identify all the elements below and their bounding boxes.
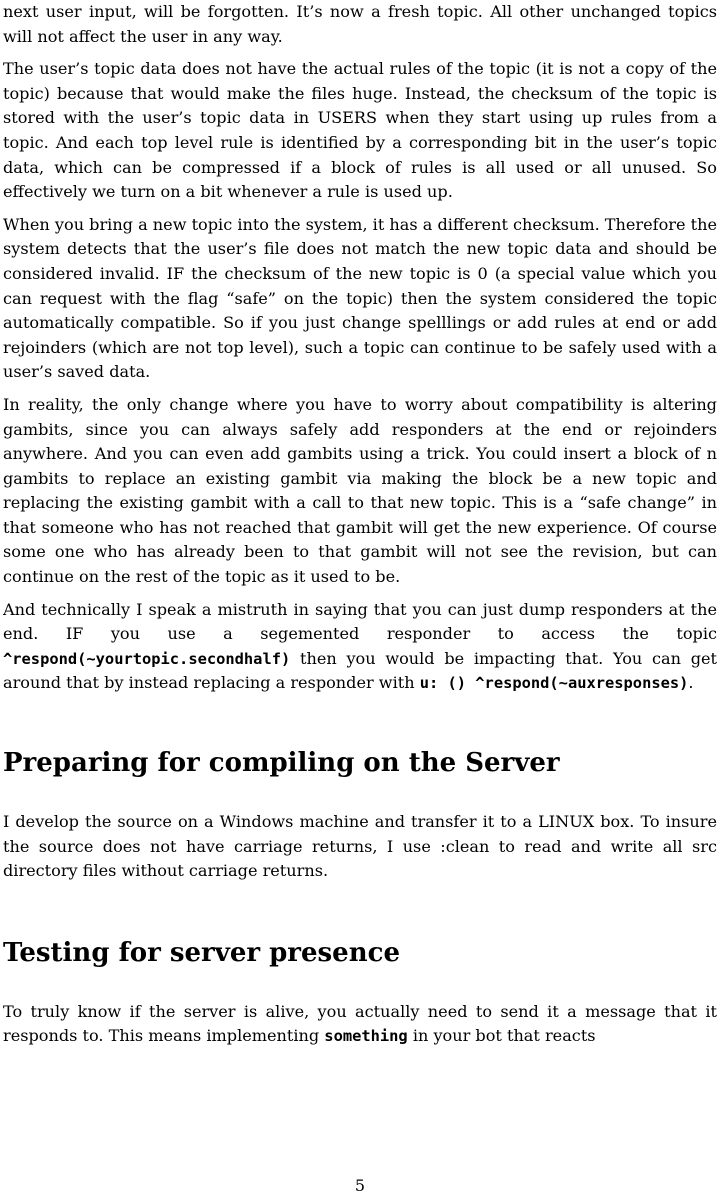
heading-compiling-server: Preparing for compiling on the Server [3, 748, 560, 779]
testing-text-2: in your bot that reacts [407, 1026, 596, 1046]
code-something: something [324, 1027, 408, 1046]
page-number: 5 [354, 1176, 366, 1195]
paragraph-testing [3, 1000, 717, 1049]
paragraph-mistruth [3, 598, 717, 696]
heading-testing-server: Testing for server presence [3, 937, 400, 968]
mistruth-text-1: And technically I speak a mistruth in saying that you can just dump responders at the end. IF you use a segemented responder to access the topic [3, 599, 717, 644]
paragraph-compatibility: In reality, the only change where you have to worry about compatibility is altering gambits, since you can always safely add responders at the end or rejoinders anywhere. And you can even add gambits using a trick. You could insert a block of n gambits to replace an existing gambit via making the block be a new topic and replacing the existing gambit with a call to that new topic. This is a “safe change” in that someone who has not reached that gambit will get the new experience. Of course some one who has already been to that gambit will not see the revision, but can continue on the rest of the topic as it used to be. [3, 394, 717, 587]
mistruth-text-3: . [688, 673, 694, 693]
document-page [3, 0, 717, 1057]
code-respond-auxresponses: u: () ^respond(~auxresponses) [419, 674, 689, 693]
mistruth-text-2: then you would be impacting that. You can get around that by instead replacing a responder with [3, 648, 717, 693]
paragraph-checksum: The user’s topic data does not have the actual rules of the topic (it is not a copy of the topic) because that would make the files huge. Instead, the checksum of the topic is stored with the user’s topic data in USERS when they start using up rules from a topic. And each top level rule is identified by a corresponding bit in the user’s topic data, which can be compressed if a block of rules is all used or all unused. So effectively we turn on a bit whenever a rule is used up. [3, 59, 717, 202]
paragraph-continuation: next user input, will be forgotten. It’s now a fresh topic. All other unchanged topics will not affect the user in any way. [3, 2, 717, 46]
testing-text-1: To truly know if the server is alive, you actually need to send it a message that it responds to. This means implementing [3, 1001, 717, 1046]
paragraph-compiling: I develop the source on a Windows machine and transfer it to a LINUX box. To insure the source does not have carriage returns, I use :clean to read and write all src directory files without carriage returns. [3, 812, 717, 881]
paragraph-new-topic: When you bring a new topic into the system, it has a different checksum. Therefore the system detects that the user’s file does not match the new topic data and should be considered invalid. IF the checksum of the new topic is 0 (a special value which you can request with the flag “safe” on the topic) then the system considered the topic automatically compatible. So if you just change spelllings or add rules at end or add rejoinders (which are not top level), such a topic can continue to be safely used with a user’s saved data. [3, 214, 717, 382]
code-respond-secondhalf: ^respond(~yourtopic.secondhalf) [3, 649, 291, 668]
